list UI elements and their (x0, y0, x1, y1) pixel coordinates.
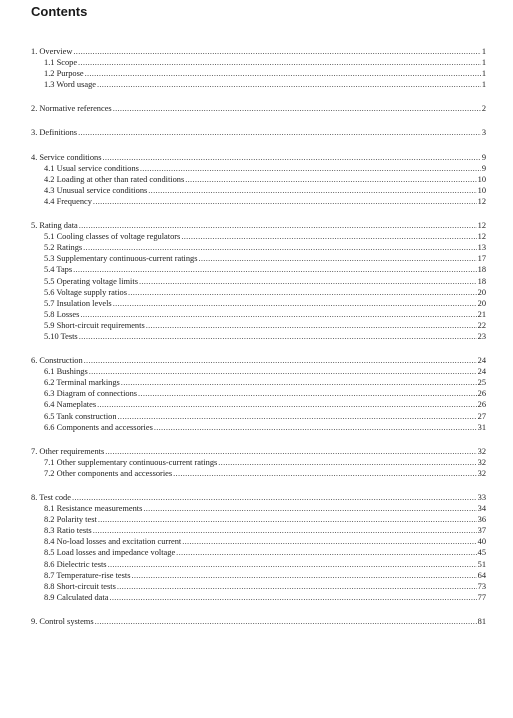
toc-entry-title: 5.4 Taps (44, 265, 73, 275)
dot-leader (97, 79, 481, 90)
toc-entry-page-number: 51 (477, 559, 486, 569)
toc-entry-page-number: 2 (481, 104, 486, 114)
dot-leader (105, 446, 476, 457)
toc-entry-title: 4.3 Unusual service conditions (44, 185, 148, 195)
toc-entry-subsection[interactable] (31, 242, 486, 253)
toc-entry-page-number: 22 (477, 320, 486, 330)
toc-entry-subsection[interactable] (31, 68, 486, 79)
toc-entry-title: 8.3 Ratio tests (44, 526, 92, 536)
toc-entry-subsection[interactable] (31, 331, 486, 342)
toc-entry-title: 1. Overview (31, 47, 73, 56)
toc-entry-title: 8.4 No-load losses and excitation current (44, 537, 182, 547)
toc-entry-title: 5.1 Cooling classes of voltage regulators (44, 232, 181, 242)
toc-entry-page-number: 1 (481, 58, 486, 68)
toc-entry-subsection[interactable] (31, 174, 486, 185)
toc-entry-subsection[interactable] (31, 253, 486, 264)
toc-entry-section[interactable] (31, 152, 486, 163)
toc-entry-section[interactable] (31, 492, 486, 503)
dot-leader (173, 468, 476, 479)
toc-entry-page-number: 20 (477, 298, 486, 308)
toc-entry-title: 1.3 Word usage (44, 80, 96, 90)
dot-leader (73, 264, 477, 275)
toc-entry-title: 6.6 Components and accessories (44, 422, 153, 432)
toc-entry-page-number: 26 (477, 389, 486, 399)
toc-entry-subsection[interactable] (31, 309, 486, 320)
toc-entry-title: 9. Control systems (31, 616, 94, 626)
toc-section (31, 616, 486, 627)
toc-entry-page-number: 1 (481, 47, 486, 56)
toc-entry-page-number: 26 (477, 400, 486, 410)
toc-entry-title: 6.1 Bushings (44, 367, 88, 377)
toc-entry-title: 2. Normative references (31, 104, 112, 114)
toc-entry-subsection[interactable] (31, 366, 486, 377)
toc-entry-section[interactable] (31, 220, 486, 231)
toc-entry-subsection[interactable] (31, 536, 486, 547)
toc-entry-section[interactable] (31, 127, 486, 138)
dot-leader (148, 185, 476, 196)
dot-leader (154, 422, 477, 433)
dot-leader (182, 536, 476, 547)
toc-entry-page-number: 32 (477, 468, 486, 478)
toc-entry-subsection[interactable] (31, 457, 486, 468)
toc-entry-page-number: 20 (477, 287, 486, 297)
dot-leader (199, 253, 477, 264)
toc-entry-subsection[interactable] (31, 163, 486, 174)
dot-leader (113, 298, 477, 309)
toc-entry-section[interactable] (31, 355, 486, 366)
toc-entry-subsection[interactable] (31, 276, 486, 287)
toc-entry-subsection[interactable] (31, 264, 486, 275)
toc-entry-title: 8.6 Dielectric tests (44, 559, 107, 569)
toc-entry-subsection[interactable] (31, 514, 486, 525)
dot-leader (108, 559, 477, 570)
toc-entry-subsection[interactable] (31, 592, 486, 603)
dot-leader (117, 581, 477, 592)
toc-section (31, 103, 486, 114)
toc-entry-title: 7.2 Other components and accessories (44, 468, 173, 478)
dot-leader (138, 388, 477, 399)
table-of-contents (31, 46, 486, 640)
toc-entry-title: 6.2 Terminal markings (44, 378, 120, 388)
toc-section (31, 446, 486, 479)
toc-entry-title: 5.8 Losses (44, 309, 80, 319)
toc-entry-page-number: 77 (477, 592, 486, 602)
dot-leader (80, 309, 476, 320)
toc-entry-title: 8.8 Short-circuit tests (44, 581, 116, 591)
toc-entry-page-number: 25 (477, 378, 486, 388)
toc-entry-title: 5.5 Operating voltage limits (44, 276, 138, 286)
toc-entry-subsection[interactable] (31, 298, 486, 309)
toc-entry-subsection[interactable] (31, 468, 486, 479)
toc-entry-page-number: 17 (477, 254, 486, 264)
dot-leader (140, 163, 481, 174)
toc-entry-page-number: 9 (481, 163, 486, 173)
dot-leader (79, 220, 477, 231)
toc-entry-title: 4. Service conditions (31, 152, 102, 162)
toc-entry-subsection[interactable] (31, 559, 486, 570)
toc-entry-title: 8. Test code (31, 493, 71, 502)
toc-entry-page-number: 34 (477, 504, 486, 514)
toc-entry-page-number: 45 (477, 548, 486, 558)
toc-entry-title: 7.1 Other supplementary continuous-current ratings (44, 457, 218, 467)
dot-leader (131, 570, 476, 581)
dot-leader (83, 242, 476, 253)
toc-entry-title: 5. Rating data (31, 221, 78, 231)
toc-entry-page-number: 9 (481, 152, 486, 162)
toc-section (31, 355, 486, 433)
toc-entry-title: 8.5 Load losses and impedance voltage (44, 548, 176, 558)
toc-section (31, 152, 486, 207)
toc-entry-title: 6.4 Nameplates (44, 400, 97, 410)
dot-leader (93, 196, 477, 207)
toc-entry-page-number: 37 (477, 526, 486, 536)
dot-leader (181, 231, 476, 242)
toc-entry-title: 5.7 Insulation levels (44, 298, 112, 308)
toc-entry-subsection[interactable] (31, 547, 486, 558)
toc-entry-page-number: 1 (481, 80, 486, 90)
dot-leader (97, 399, 477, 410)
toc-entry-page-number: 18 (477, 276, 486, 286)
toc-entry-title: 6. Construction (31, 356, 83, 366)
toc-entry-subsection[interactable] (31, 377, 486, 388)
page-title: Contents (31, 4, 88, 19)
toc-entry-page-number: 33 (477, 493, 486, 502)
toc-entry-title: 5.6 Voltage supply ratios (44, 287, 127, 297)
dot-leader (84, 355, 477, 366)
toc-entry-title: 4.2 Loading at other than rated conditions (44, 174, 185, 184)
toc-entry-section[interactable] (31, 103, 486, 114)
toc-entry-section[interactable] (31, 46, 486, 57)
dot-leader (79, 331, 477, 342)
dot-leader (98, 514, 477, 525)
dot-leader (143, 503, 476, 514)
toc-entry-page-number: 32 (477, 446, 486, 456)
toc-entry-subsection[interactable] (31, 570, 486, 581)
toc-entry-page-number: 73 (477, 581, 486, 591)
toc-entry-page-number: 36 (477, 515, 486, 525)
toc-section (31, 127, 486, 138)
toc-entry-title: 6.5 Tank construction (44, 411, 117, 421)
toc-entry-title: 8.2 Polarity test (44, 515, 97, 525)
toc-entry-title: 5.10 Tests (44, 331, 78, 341)
toc-entry-page-number: 12 (477, 232, 486, 242)
toc-entry-page-number: 27 (477, 411, 486, 421)
toc-entry-page-number: 64 (477, 570, 486, 580)
toc-entry-subsection[interactable] (31, 57, 486, 68)
toc-entry-page-number: 32 (477, 457, 486, 467)
toc-entry-subsection[interactable] (31, 422, 486, 433)
toc-entry-title: 4.1 Usual service conditions (44, 163, 139, 173)
dot-leader (146, 320, 477, 331)
dot-leader (89, 366, 477, 377)
toc-entry-title: 8.7 Temperature-rise tests (44, 570, 131, 580)
dot-leader (78, 127, 481, 138)
dot-leader (85, 68, 481, 79)
toc-entry-title: 5.9 Short-circuit requirements (44, 320, 145, 330)
toc-entry-subsection[interactable] (31, 185, 486, 196)
toc-entry-page-number: 81 (477, 616, 486, 626)
toc-entry-title: 8.9 Calculated data (44, 592, 109, 602)
toc-entry-section[interactable] (31, 616, 486, 627)
toc-entry-subsection[interactable] (31, 287, 486, 298)
toc-entry-page-number: 23 (477, 331, 486, 341)
toc-entry-page-number: 18 (477, 265, 486, 275)
toc-entry-subsection[interactable] (31, 196, 486, 207)
toc-entry-title: 7. Other requirements (31, 446, 105, 456)
toc-entry-subsection[interactable] (31, 503, 486, 514)
toc-entry-subsection[interactable] (31, 388, 486, 399)
toc-section (31, 220, 486, 342)
dot-leader (72, 492, 477, 503)
dot-leader (139, 276, 477, 287)
toc-entry-title: 6.3 Diagram of connections (44, 389, 138, 399)
dot-leader (102, 152, 480, 163)
toc-entry-title: 1.2 Purpose (44, 69, 84, 79)
toc-section (31, 46, 486, 90)
toc-entry-page-number: 40 (477, 537, 486, 547)
toc-entry-subsection[interactable] (31, 399, 486, 410)
dot-leader (93, 525, 477, 536)
toc-entry-title: 5.3 Supplementary continuous-current ratings (44, 254, 198, 264)
toc-entry-subsection[interactable] (31, 525, 486, 536)
toc-entry-subsection[interactable] (31, 79, 486, 90)
toc-entry-page-number: 10 (477, 185, 486, 195)
toc-entry-page-number: 13 (477, 243, 486, 253)
dot-leader (121, 377, 477, 388)
toc-entry-page-number: 24 (477, 356, 486, 366)
toc-entry-subsection[interactable] (31, 581, 486, 592)
toc-entry-page-number: 12 (477, 221, 486, 231)
toc-entry-section[interactable] (31, 446, 486, 457)
dot-leader (118, 411, 477, 422)
toc-entry-title: 4.4 Frequency (44, 196, 92, 206)
dot-leader (95, 616, 477, 627)
dot-leader (128, 287, 477, 298)
dot-leader (218, 457, 476, 468)
toc-section (31, 492, 486, 603)
dot-leader (73, 46, 480, 57)
dot-leader (78, 57, 481, 68)
toc-entry-subsection[interactable] (31, 231, 486, 242)
toc-entry-page-number: 31 (477, 422, 486, 432)
toc-entry-page-number: 3 (481, 128, 486, 138)
toc-entry-title: 8.1 Resistance measurements (44, 504, 143, 514)
dot-leader (176, 547, 476, 558)
toc-entry-page-number: 12 (477, 196, 486, 206)
toc-entry-page-number: 10 (477, 174, 486, 184)
toc-entry-subsection[interactable] (31, 411, 486, 422)
toc-entry-page-number: 24 (477, 367, 486, 377)
dot-leader (113, 103, 481, 114)
dot-leader (185, 174, 476, 185)
toc-entry-subsection[interactable] (31, 320, 486, 331)
toc-entry-title: 3. Definitions (31, 128, 78, 138)
toc-entry-title: 5.2 Ratings (44, 243, 83, 253)
toc-entry-page-number: 21 (477, 309, 486, 319)
dot-leader (109, 592, 476, 603)
toc-entry-title: 1.1 Scope (44, 58, 78, 68)
toc-entry-page-number: 1 (481, 69, 486, 79)
